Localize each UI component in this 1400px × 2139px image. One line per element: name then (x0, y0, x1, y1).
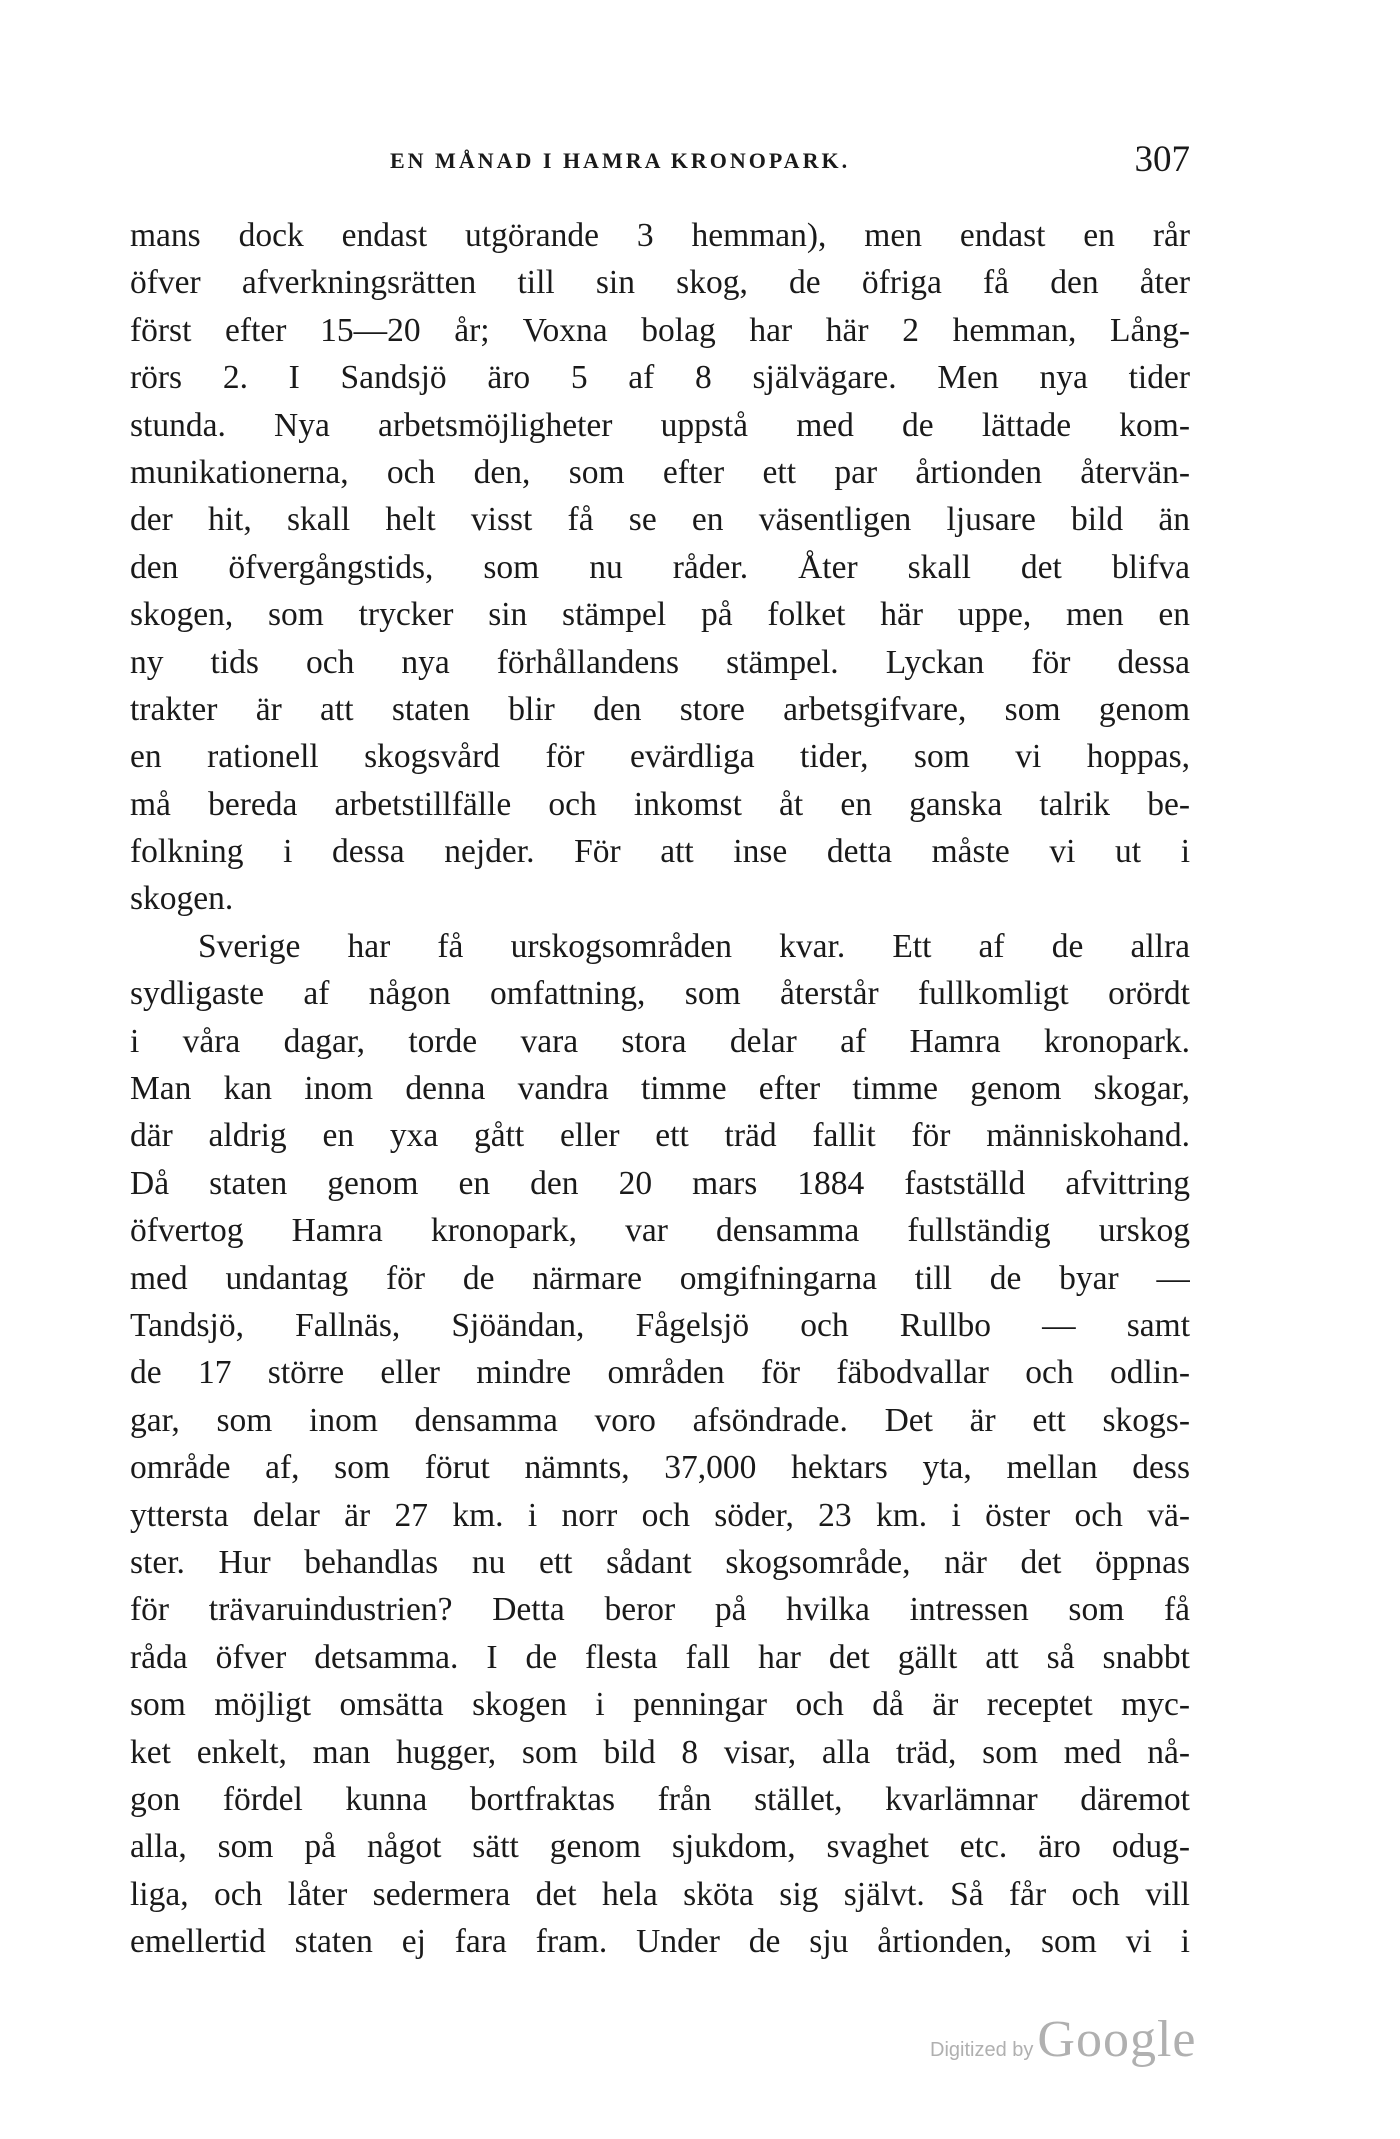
digitized-by-google-watermark (930, 2010, 1196, 2080)
watermark-prefix: Digitized by (930, 2039, 1034, 2061)
text-line: öfver afverkningsrätten till sin skog, de öfriga få den åter (130, 264, 1190, 302)
text-line: liga, och låter sedermera det hela sköta sig självt. Så får och vill (130, 1875, 1190, 1913)
text-line: trakter är att staten blir den store arbetsgifvare, som genom (130, 690, 1190, 728)
text-line: som möjligt omsätta skogen i penningar och då är receptet myc- (130, 1686, 1190, 1724)
text-line: öfvertog Hamra kronopark, var densamma fullständig urskog (130, 1212, 1190, 1250)
text-line: område af, som förut nämnts, 37,000 hektars yta, mellan dess (130, 1449, 1190, 1487)
text-line: för trävaruindustrien? Detta beror på hvilka intressen som få (130, 1591, 1190, 1629)
body-text (130, 212, 1190, 1965)
text-line: ket enkelt, man hugger, som bild 8 visar, alla träd, som med nå- (130, 1733, 1190, 1771)
text-line: råda öfver detsamma. I de flesta fall har det gällt att så snabbt (130, 1638, 1190, 1676)
text-line: yttersta delar är 27 km. i norr och söder, 23 km. i öster och vä- (130, 1496, 1190, 1534)
text-line: först efter 15—20 år; Voxna bolag har här 2 hemman, Lång- (130, 311, 1190, 349)
google-logo: Google (1037, 2011, 1197, 2068)
text-line: den öfvergångstids, som nu råder. Åter skall det blifva (130, 548, 1190, 586)
running-title: EN MÅNAD I HAMRA KRONOPARK. (390, 148, 851, 173)
text-line: alla, som på något sätt genom sjukdom, svaghet etc. äro odug- (130, 1828, 1190, 1866)
text-line: en rationell skogsvård för evärdliga tider, som vi hoppas, (130, 738, 1190, 776)
text-line: ny tids och nya förhållandens stämpel. Lyckan för dessa (130, 643, 1190, 681)
text-line: i våra dagar, torde vara stora delar af Hamra kronopark. (130, 1022, 1190, 1060)
text-line: Tandsjö, Fallnäs, Sjöändan, Fågelsjö och Rullbo — samt (130, 1306, 1190, 1344)
text-line: mans dock endast utgörande 3 hemman), men endast en rår (130, 217, 1190, 254)
text-line: Då staten genom en den 20 mars 1884 fastställd afvittring (130, 1164, 1190, 1202)
page-number: 307 (1134, 139, 1190, 180)
text-line: rörs 2. I Sandsjö äro 5 af 8 självägare. Men nya tider (130, 359, 1190, 397)
text-line: emellertid staten ej fara fram. Under de sju årtionden, som vi i (130, 1923, 1190, 1961)
text-line: Man kan inom denna vandra timme efter timme genom skogar, (130, 1070, 1190, 1108)
text-line: stunda. Nya arbetsmöjligheter uppstå med de lättade kom- (130, 406, 1190, 444)
text-line: skogen. (130, 880, 234, 918)
page-header (130, 138, 1190, 188)
text-line: där aldrig en yxa gått eller ett träd fallit för människohand. (130, 1117, 1190, 1155)
text-line: gon fördel kunna bortfraktas från stället, kvarlämnar däremot (130, 1780, 1190, 1818)
text-line: skogen, som trycker sin stämpel på folket här uppe, men en (130, 596, 1190, 634)
text-line: de 17 större eller mindre områden för fäbodvallar och odlin- (130, 1354, 1190, 1392)
text-line: Sverige har få urskogsområden kvar. Ett af de allra (198, 927, 1190, 965)
text-line: gar, som inom densamma voro afsöndrade. Det är ett skogs- (130, 1401, 1190, 1439)
text-line: sydligaste af någon omfattning, som återstår fullkomligt orördt (130, 975, 1190, 1013)
text-line: ster. Hur behandlas nu ett sådant skogsområde, när det öppnas (130, 1543, 1190, 1581)
text-line: med undantag för de närmare omgifningarna till de byar — (130, 1259, 1190, 1297)
text-line: munikationerna, och den, som efter ett par årtionden återvän- (130, 453, 1190, 491)
text-line: må bereda arbetstillfälle och inkomst åt en ganska talrik be- (130, 785, 1190, 823)
text-line: der hit, skall helt visst få se en väsentligen ljusare bild än (130, 501, 1190, 539)
text-line: folkning i dessa nejder. För att inse detta måste vi ut i (130, 833, 1190, 871)
